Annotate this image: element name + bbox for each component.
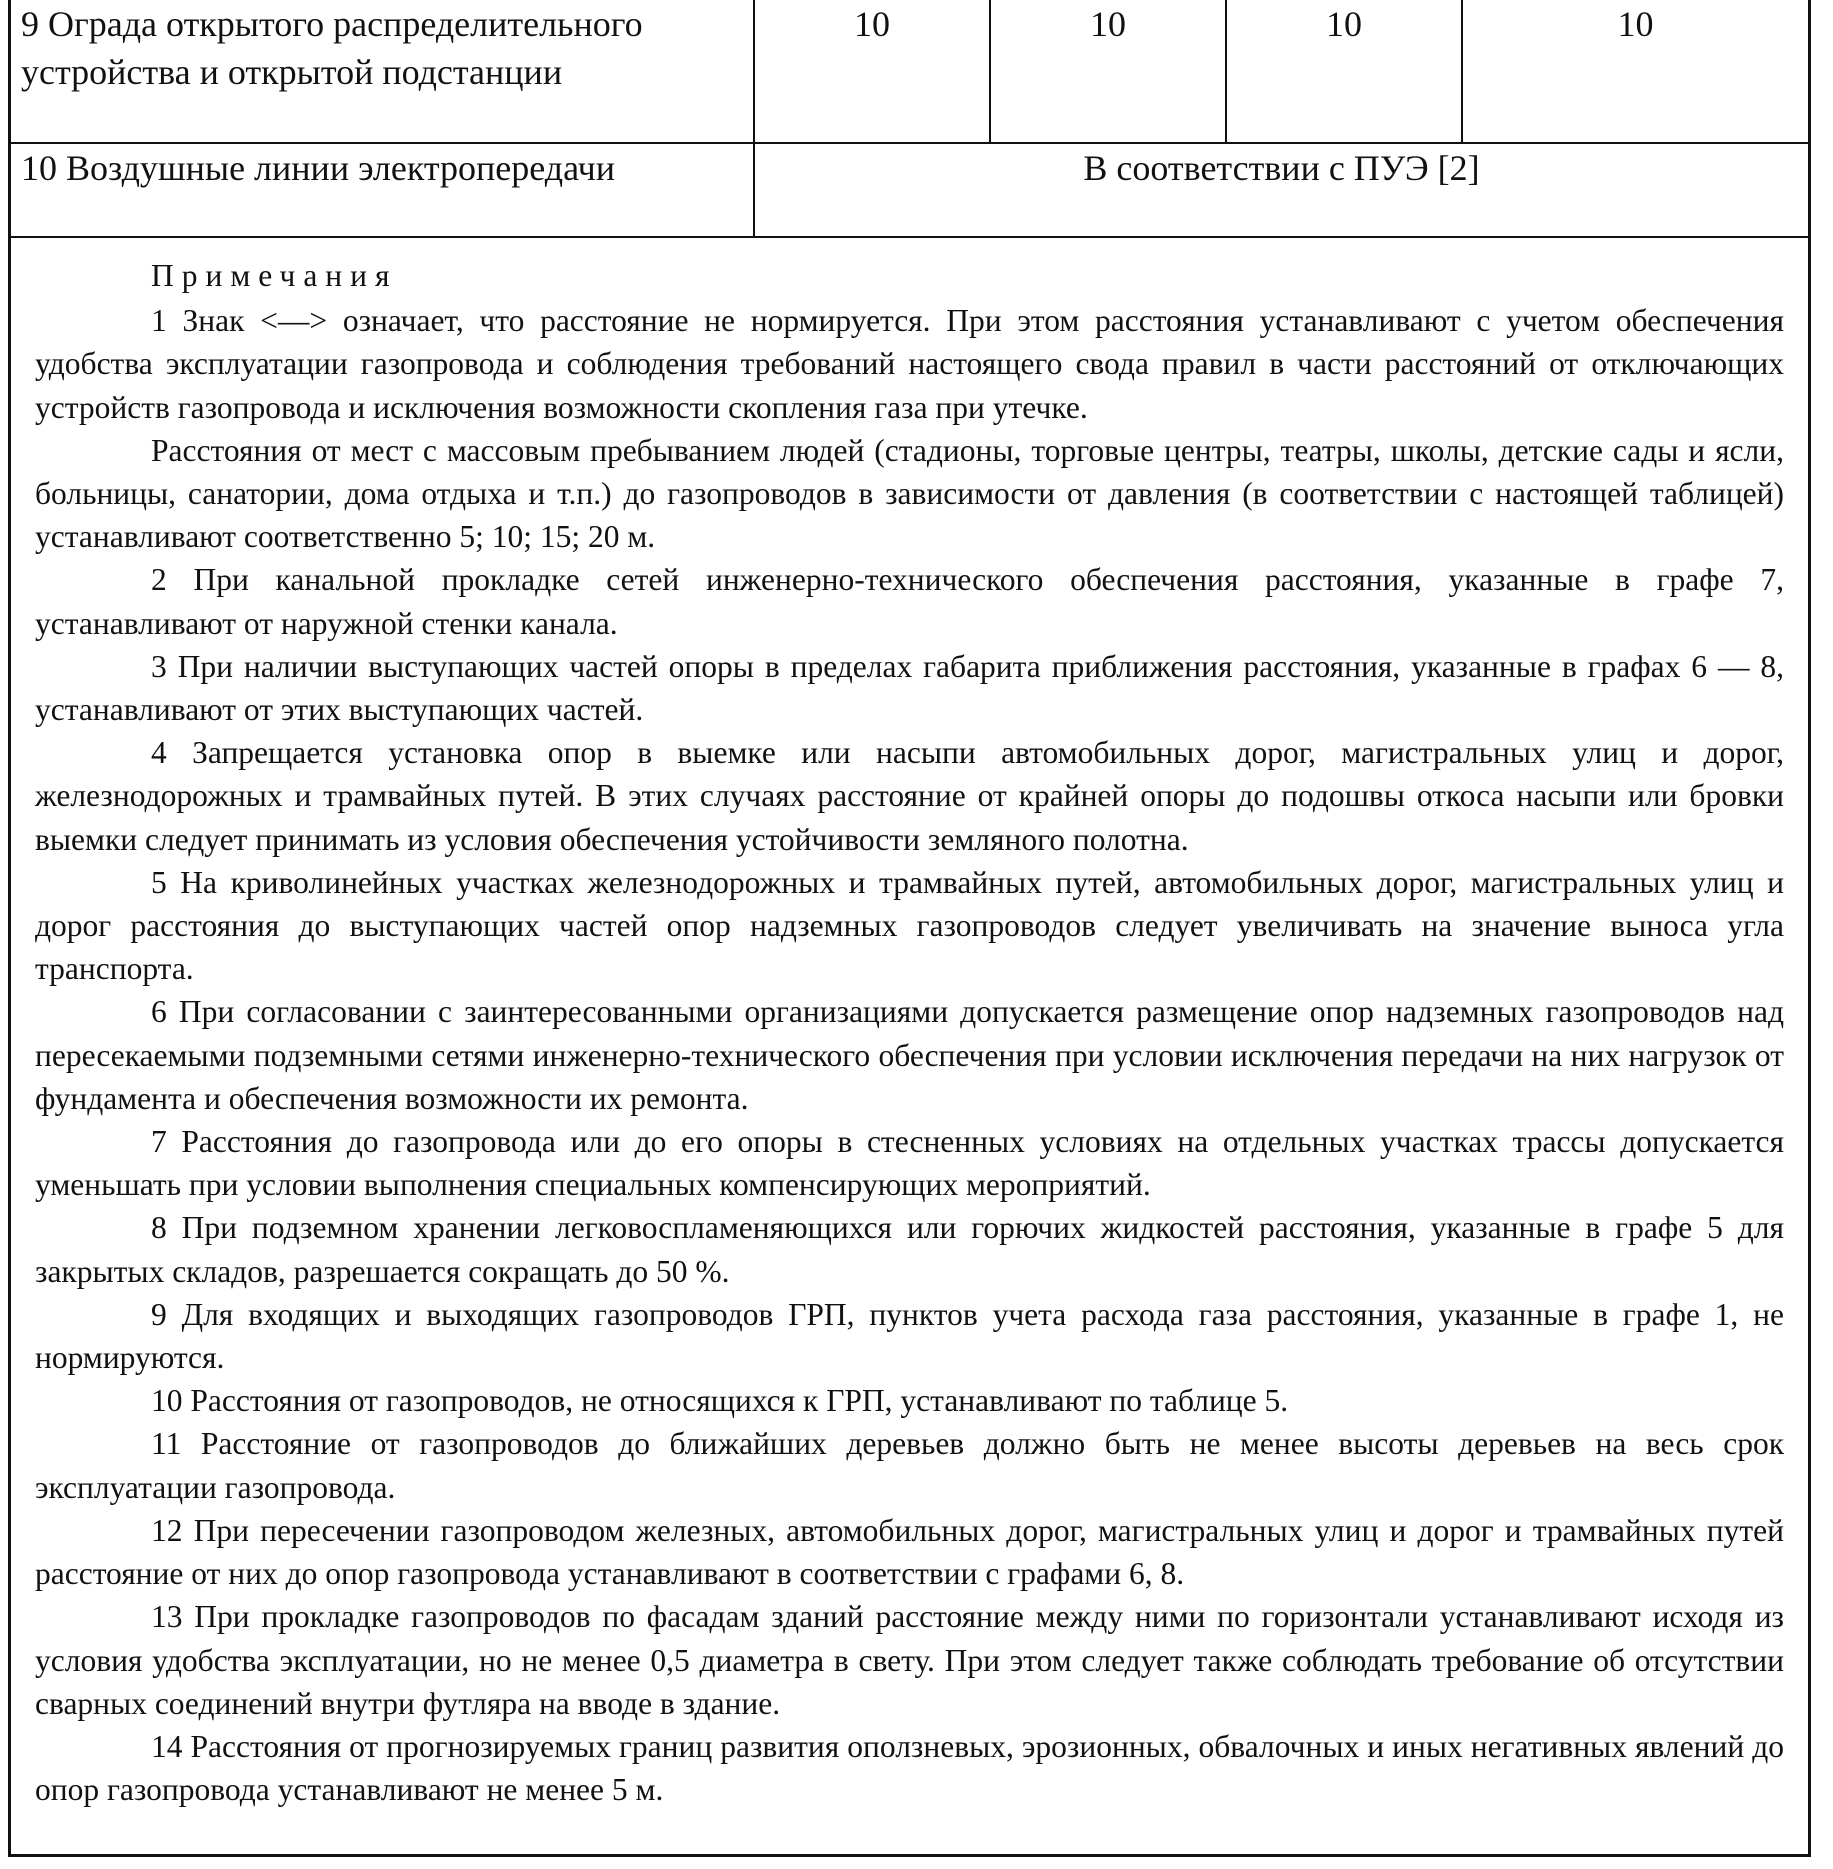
table-cell: В соответствии с ПУЭ [2] <box>754 143 1808 237</box>
distance-table <box>11 0 1808 238</box>
note-item: 7 Расстояния до газопровода или до его опоры в стесненных условиях на отдельных участках трассы допускается уменьшать при условии выполнения специальных компенсирующих мероприятий. <box>35 1124 1784 1203</box>
notes-heading: Примечания <box>151 258 398 293</box>
note-item: 5 На криволинейных участках железнодорожных и трамвайных путей, автомобильных дорог, магистральных улиц и дорог расстояния до выступающих частей опор надземных газопроводов следует увеличивать на значение выноса угла транспорта. <box>35 864 1784 987</box>
table-row <box>11 0 1808 143</box>
row-label: 9 Ограда открытого распределительного устройства и открытой подстанции <box>11 0 754 143</box>
note-item: 8 При подземном хранении легковоспламеняющихся или горючих жидкостей расстояния, указанные в графе 5 для закрытых складов, разрешается сокращать до 50 %. <box>35 1210 1784 1289</box>
note-item: 1 Знак <—> означает, что расстояние не нормируется. При этом расстояния устанавливают с учетом обеспечения удобства эксплуатации газопровода и соблюдения требований настоящего свода правил в части расстояний от отключающих устройств газопровода и исключения возможности скопления газа при утечке. <box>35 303 1784 425</box>
notes-section <box>11 238 1808 1811</box>
table-cell: 10 <box>754 0 990 143</box>
note-item: 4 Запрещается установка опор в выемке или насыпи автомобильных дорог, магистральных улиц и дорог, железнодорожных и трамвайных путей. В этих случаях расстояние от крайней опоры до подошвы откоса насыпи или бровки выемки следует принимать из условия обеспечения устойчивости земляного полотна. <box>35 735 1784 857</box>
table-cell: 10 <box>990 0 1226 143</box>
note-item: 10 Расстояния от газопроводов, не относящихся к ГРП, устанавливают по таблице 5. <box>151 1383 1289 1419</box>
row-label: 10 Воздушные линии электропередачи <box>11 143 754 237</box>
note-item: 9 Для входящих и выходящих газопроводов ГРП, пунктов учета расхода газа расстояния, указанные в графе 1, не нормируются. <box>35 1296 1784 1376</box>
note-item: 3 При наличии выступающих частей опоры в пределах габарита приближения расстояния, указанные в графах 6 — 8, устанавливают от этих выступающих частей. <box>35 648 1784 728</box>
note-item: Расстояния от мест с массовым пребыванием людей (стадионы, торговые центры, театры, школы, детские сады и ясли, больницы, санатории, дома отдыха и т.п.) до газопроводов в зависимости от давления (в соответствии с настоящей таблицей) устанавливают соответственно 5; 10; 15; 20 м. <box>35 432 1784 555</box>
note-item: 14 Расстояния от прогнозируемых границ развития оползневых, эрозионных, обвалочных и иных негативных явлений до опор газопровода устанавливают не менее 5 м. <box>35 1728 1784 1808</box>
note-item: 6 При согласовании с заинтересованными организациями допускается размещение опор надземных газопроводов над пересекаемыми подземными сетями инженерно-технического обеспечения при условии исключения передачи на них нагрузок от фундамента и обеспечения возможности их ремонта. <box>35 994 1784 1116</box>
note-item: 12 При пересечении газопроводом железных, автомобильных дорог, магистральных улиц и дорог и трамвайных путей расстояние от них до опор газопровода устанавливают в соответствии с графами 6, 8. <box>35 1512 1784 1592</box>
table-cell: 10 <box>1226 0 1462 143</box>
note-item: 13 При прокладке газопроводов по фасадам зданий расстояние между ними по горизонтали устанавливают исходя из условия удобства эксплуатации, но не менее 0,5 диаметра в свету. При этом следует также соблюдать требование об отсутствии сварных соединений внутри футляра на вводе в здание. <box>35 1599 1784 1721</box>
note-item: 11 Расстояние от газопроводов до ближайших деревьев должно быть не менее высоты деревьев на весь срок эксплуатации газопровода. <box>35 1426 1784 1505</box>
table-cell: 10 <box>1462 0 1808 143</box>
table-row <box>11 143 1808 237</box>
note-item: 2 При канальной прокладке сетей инженерно-технического обеспечения расстояния, указанные в графе 7, устанавливают от наружной стенки канала. <box>35 562 1784 641</box>
document-page <box>8 0 1811 1857</box>
